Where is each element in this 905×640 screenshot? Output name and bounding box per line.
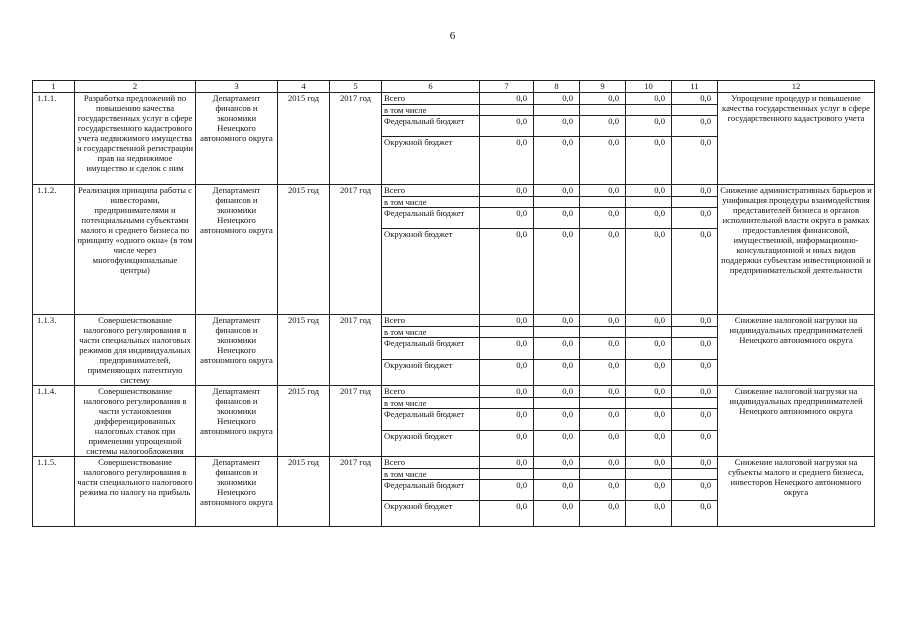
funding-value: 0,0 xyxy=(480,137,534,185)
funding-source-label: Всего xyxy=(382,315,480,327)
funding-value: 0,0 xyxy=(534,116,580,137)
empty-cell xyxy=(580,469,626,480)
funding-value: 0,0 xyxy=(534,457,580,469)
empty-cell xyxy=(672,327,718,338)
funding-value: 0,0 xyxy=(580,501,626,527)
funding-value: 0,0 xyxy=(480,430,534,456)
expected-result: Снижение налоговой нагрузки на индивидуальных предпринимателей Ненецкого автономного округа xyxy=(718,386,875,457)
funding-value: 0,0 xyxy=(626,480,672,501)
funding-value: 0,0 xyxy=(626,430,672,456)
column-number-header: 5 xyxy=(330,81,382,93)
activity-start-year: 2015 год xyxy=(278,315,330,386)
activity-start-year: 2015 год xyxy=(278,457,330,527)
funding-value: 0,0 xyxy=(672,229,718,315)
empty-cell xyxy=(672,197,718,208)
funding-source-label: в том числе xyxy=(382,197,480,208)
funding-value: 0,0 xyxy=(534,480,580,501)
activity-executor: Департамент финансов и экономики Ненецкого автономного округа xyxy=(196,93,278,185)
funding-value: 0,0 xyxy=(672,93,718,105)
activity-end-year: 2017 год xyxy=(330,315,382,386)
funding-value: 0,0 xyxy=(480,208,534,229)
funding-value: 0,0 xyxy=(580,338,626,359)
empty-cell xyxy=(626,469,672,480)
funding-value: 0,0 xyxy=(480,315,534,327)
activity-executor: Департамент финансов и экономики Ненецкого автономного округа xyxy=(196,315,278,386)
funding-value: 0,0 xyxy=(480,229,534,315)
empty-cell xyxy=(480,197,534,208)
activity-number: 1.1.4. xyxy=(33,386,75,457)
funding-value: 0,0 xyxy=(480,93,534,105)
funding-value: 0,0 xyxy=(534,430,580,456)
funding-value: 0,0 xyxy=(580,430,626,456)
empty-cell xyxy=(534,197,580,208)
funding-value: 0,0 xyxy=(534,229,580,315)
activity-subrow xyxy=(33,93,875,105)
activity-name: Совершенствование налогового регулирования в части установления дифференцированных налоговых ставок при применении упрощенной системы налогообложения xyxy=(75,386,196,457)
funding-value: 0,0 xyxy=(672,116,718,137)
activity-end-year: 2017 год xyxy=(330,457,382,527)
funding-source-label: Федеральный бюджет xyxy=(382,480,480,501)
funding-value: 0,0 xyxy=(626,386,672,398)
column-number-header-row xyxy=(33,81,875,93)
expected-result: Снижение налоговой нагрузки на субъекты малого и среднего бизнеса, инвесторов Ненецкого автономного округа xyxy=(718,457,875,527)
empty-cell xyxy=(580,327,626,338)
activity-number: 1.1.5. xyxy=(33,457,75,527)
funding-value: 0,0 xyxy=(580,409,626,430)
funding-source-label: Федеральный бюджет xyxy=(382,338,480,359)
column-number-header: 11 xyxy=(672,81,718,93)
funding-value: 0,0 xyxy=(672,480,718,501)
empty-cell xyxy=(534,105,580,116)
funding-source-label: Окружной бюджет xyxy=(382,137,480,185)
funding-value: 0,0 xyxy=(672,185,718,197)
activity-end-year: 2017 год xyxy=(330,93,382,185)
funding-source-label: в том числе xyxy=(382,398,480,409)
funding-source-label: Окружной бюджет xyxy=(382,229,480,315)
funding-value: 0,0 xyxy=(580,480,626,501)
activity-subrow xyxy=(33,386,875,398)
funding-value: 0,0 xyxy=(626,338,672,359)
column-number-header: 3 xyxy=(196,81,278,93)
empty-cell xyxy=(672,105,718,116)
activity-start-year: 2015 год xyxy=(278,185,330,315)
activity-start-year: 2015 год xyxy=(278,386,330,457)
funding-value: 0,0 xyxy=(534,208,580,229)
funding-value: 0,0 xyxy=(626,116,672,137)
funding-source-label: Федеральный бюджет xyxy=(382,208,480,229)
funding-value: 0,0 xyxy=(580,116,626,137)
funding-source-label: Всего xyxy=(382,386,480,398)
funding-value: 0,0 xyxy=(534,359,580,385)
funding-value: 0,0 xyxy=(626,457,672,469)
funding-value: 0,0 xyxy=(672,208,718,229)
activity-subrow xyxy=(33,185,875,197)
funding-value: 0,0 xyxy=(672,386,718,398)
empty-cell xyxy=(626,105,672,116)
column-number-header: 9 xyxy=(580,81,626,93)
funding-value: 0,0 xyxy=(534,185,580,197)
empty-cell xyxy=(626,327,672,338)
empty-cell xyxy=(534,327,580,338)
funding-value: 0,0 xyxy=(534,501,580,527)
empty-cell xyxy=(480,398,534,409)
funding-value: 0,0 xyxy=(534,137,580,185)
expected-result: Снижение административных барьеров и унификация процедуры взаимодействия представителей бизнеса и органов исполнительной власти округа в рамках предоставления финансовой, имущественной, информационно-консультационной и иных видов поддержки субъектам инвестиционной и предпринимательской деятельности xyxy=(718,185,875,315)
column-number-header: 8 xyxy=(534,81,580,93)
activity-start-year: 2015 год xyxy=(278,93,330,185)
activity-name: Реализация принципа работы с инвесторами, предпринимателями и потенциальными субъектами малого и среднего бизнеса по принципу «одного окна» (в том числе через многофункциональные центры) xyxy=(75,185,196,315)
program-activities-table xyxy=(32,80,875,527)
funding-value: 0,0 xyxy=(580,386,626,398)
funding-value: 0,0 xyxy=(580,185,626,197)
funding-source-label: Окружной бюджет xyxy=(382,430,480,456)
activity-executor: Департамент финансов и экономики Ненецкого автономного округа xyxy=(196,386,278,457)
activity-number: 1.1.2. xyxy=(33,185,75,315)
funding-value: 0,0 xyxy=(626,315,672,327)
funding-value: 0,0 xyxy=(672,338,718,359)
column-number-header: 2 xyxy=(75,81,196,93)
funding-value: 0,0 xyxy=(626,359,672,385)
funding-value: 0,0 xyxy=(580,359,626,385)
funding-value: 0,0 xyxy=(626,137,672,185)
funding-value: 0,0 xyxy=(580,137,626,185)
empty-cell xyxy=(480,105,534,116)
empty-cell xyxy=(672,469,718,480)
empty-cell xyxy=(480,469,534,480)
funding-value: 0,0 xyxy=(672,457,718,469)
funding-value: 0,0 xyxy=(480,185,534,197)
funding-value: 0,0 xyxy=(626,208,672,229)
funding-value: 0,0 xyxy=(580,93,626,105)
empty-cell xyxy=(672,398,718,409)
column-number-header: 10 xyxy=(626,81,672,93)
funding-value: 0,0 xyxy=(480,338,534,359)
empty-cell xyxy=(626,197,672,208)
funding-value: 0,0 xyxy=(534,338,580,359)
activity-number: 1.1.3. xyxy=(33,315,75,386)
column-number-header: 12 xyxy=(718,81,875,93)
funding-value: 0,0 xyxy=(534,409,580,430)
empty-cell xyxy=(534,398,580,409)
funding-source-label: Всего xyxy=(382,185,480,197)
page-number: 6 xyxy=(449,30,456,42)
empty-cell xyxy=(580,197,626,208)
funding-source-label: Окружной бюджет xyxy=(382,359,480,385)
funding-source-label: в том числе xyxy=(382,327,480,338)
funding-value: 0,0 xyxy=(626,185,672,197)
activity-end-year: 2017 год xyxy=(330,185,382,315)
funding-value: 0,0 xyxy=(534,93,580,105)
funding-value: 0,0 xyxy=(480,386,534,398)
empty-cell xyxy=(580,398,626,409)
funding-value: 0,0 xyxy=(672,430,718,456)
funding-value: 0,0 xyxy=(672,137,718,185)
activity-subrow xyxy=(33,457,875,469)
funding-source-label: Всего xyxy=(382,457,480,469)
activity-number: 1.1.1. xyxy=(33,93,75,185)
column-number-header: 1 xyxy=(33,81,75,93)
funding-value: 0,0 xyxy=(626,409,672,430)
funding-value: 0,0 xyxy=(580,229,626,315)
funding-value: 0,0 xyxy=(626,93,672,105)
funding-value: 0,0 xyxy=(672,315,718,327)
funding-value: 0,0 xyxy=(480,409,534,430)
funding-value: 0,0 xyxy=(534,315,580,327)
column-number-header: 6 xyxy=(382,81,480,93)
funding-source-label: Федеральный бюджет xyxy=(382,116,480,137)
funding-value: 0,0 xyxy=(626,501,672,527)
activity-executor: Департамент финансов и экономики Ненецкого автономного округа xyxy=(196,185,278,315)
activity-name: Совершенствование налогового регулирования в части специального налогового режима по налогу на прибыль xyxy=(75,457,196,527)
expected-result: Снижение налоговой нагрузки на индивидуальных предпринимателей Ненецкого автономного округа xyxy=(718,315,875,386)
column-number-header: 4 xyxy=(278,81,330,93)
funding-source-label: Всего xyxy=(382,93,480,105)
funding-source-label: в том числе xyxy=(382,469,480,480)
empty-cell xyxy=(534,469,580,480)
empty-cell xyxy=(480,327,534,338)
funding-value: 0,0 xyxy=(626,229,672,315)
funding-value: 0,0 xyxy=(672,409,718,430)
funding-source-label: Окружной бюджет xyxy=(382,501,480,527)
funding-value: 0,0 xyxy=(480,480,534,501)
funding-value: 0,0 xyxy=(480,457,534,469)
activity-end-year: 2017 год xyxy=(330,386,382,457)
funding-value: 0,0 xyxy=(480,501,534,527)
funding-source-label: в том числе xyxy=(382,105,480,116)
activity-name: Разработка предложений по повышению качества государственных услуг в сфере государственного кадастрового учета недвижимого имущества и государственной регистрации прав на недвижимое имущество и сделок с ним xyxy=(75,93,196,185)
funding-value: 0,0 xyxy=(534,386,580,398)
funding-value: 0,0 xyxy=(480,359,534,385)
expected-result: Упрощение процедур и повышение качества государственных услуг в сфере государственного кадастрового учета xyxy=(718,93,875,185)
empty-cell xyxy=(580,105,626,116)
activity-subrow xyxy=(33,315,875,327)
funding-value: 0,0 xyxy=(480,116,534,137)
empty-cell xyxy=(626,398,672,409)
funding-source-label: Федеральный бюджет xyxy=(382,409,480,430)
activity-name: Совершенствование налогового регулирования в части специальных налоговых режимов для индивидуальных предпринимателей, применяющих патентную систему xyxy=(75,315,196,386)
activity-executor: Департамент финансов и экономики Ненецкого автономного округа xyxy=(196,457,278,527)
funding-value: 0,0 xyxy=(580,208,626,229)
column-number-header: 7 xyxy=(480,81,534,93)
funding-value: 0,0 xyxy=(580,457,626,469)
funding-value: 0,0 xyxy=(672,501,718,527)
funding-value: 0,0 xyxy=(672,359,718,385)
funding-value: 0,0 xyxy=(580,315,626,327)
